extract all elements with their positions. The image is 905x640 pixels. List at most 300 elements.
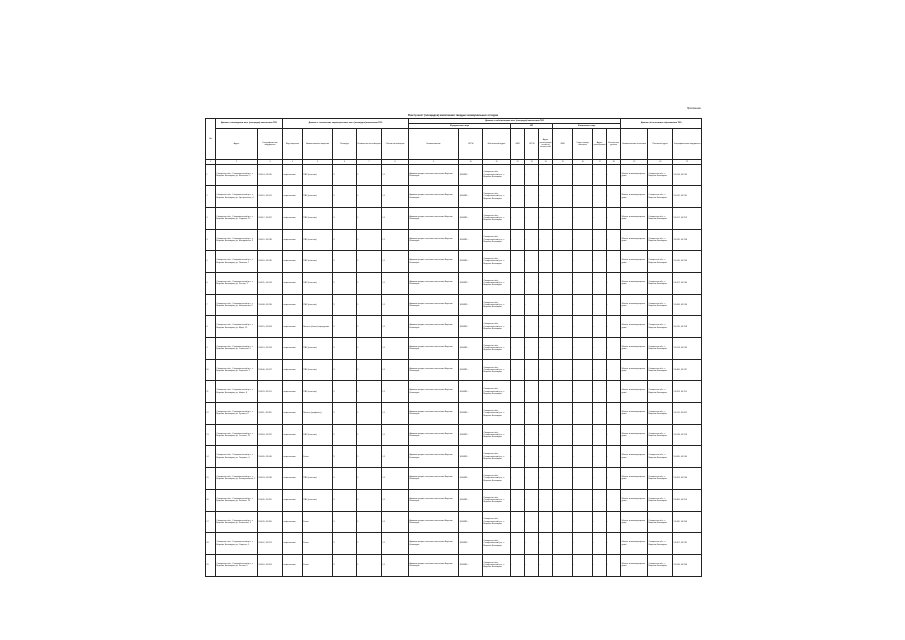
owner-ogrn-cell: 1056382... <box>459 381 483 403</box>
source-address-cell: Самарская обл., с. Верхние Белозерки <box>648 554 673 576</box>
area-cell: 3 <box>333 533 357 555</box>
owner-address-cell: Самарская обл., Ставропольский р-н, с. Верхние Белозерки <box>483 164 511 186</box>
surface-name-cell: ПВХ (пластик) <box>303 468 333 490</box>
column-header-row <box>206 129 702 160</box>
row-number-cell: 1 <box>206 164 216 186</box>
person-passport-cell: - <box>573 338 593 360</box>
surface-name-cell: ПВХ (пластик) <box>303 294 333 316</box>
table-row <box>206 294 702 316</box>
owner-name-cell: Администрация сельского поселения Верхние Белозерки <box>409 533 459 555</box>
coordinates-cell: 53.423, 49.251 <box>258 381 283 403</box>
person-passport-cell: - <box>573 446 593 468</box>
coordinates-cell: 53.415, 49.258 <box>258 316 283 338</box>
surface-type-cell: асфальтовое <box>283 359 303 381</box>
owner-name-cell: Администрация сельского поселения Верхние Белозерки <box>409 294 459 316</box>
address-cell: Самарская обл., Ставропольский р-н, с. Верхние Белозерки, ул. Советская, 5 <box>216 338 258 360</box>
column-number: 20 <box>648 160 673 165</box>
source-address-cell: Самарская обл., с. Верхние Белозерки <box>648 338 673 360</box>
container-volume-cell: 1,1 <box>382 446 409 468</box>
ip-address-cell: - <box>539 424 553 446</box>
surface-type-cell: асфальтовое <box>283 511 303 533</box>
ip-ogrn-cell: - <box>525 489 539 511</box>
surface-type-cell: асфальтовое <box>283 468 303 490</box>
area-cell: 3 <box>333 207 357 229</box>
container-volume-cell: 1,1 <box>382 533 409 555</box>
column-number: 12 <box>511 160 525 165</box>
column-number: 1 <box>206 160 216 165</box>
owner-address-cell: Самарская обл., Ставропольский р-н, с. Верхние Белозерки <box>483 316 511 338</box>
surface-name-cell: ПВХ (пластик) <box>303 424 333 446</box>
source-name-cell: Жилые многоквартирные дома <box>621 272 648 294</box>
source-coordinates-cell: 53.416, 49.264 <box>673 554 702 576</box>
owner-name-cell: Администрация сельского поселения Верхние Белозерки <box>409 316 459 338</box>
owner-address-cell: Самарская обл., Ставропольский р-н, с. Верхние Белозерки <box>483 338 511 360</box>
owner-name-cell: Администрация сельского поселения Верхние Белозерки <box>409 554 459 576</box>
group-header-location: Данные о нахождении мест (площадок) накопления ТКО <box>216 119 283 129</box>
container-volume-cell: 1,1 <box>382 468 409 490</box>
person-name-cell: - <box>553 164 573 186</box>
ip-address-cell: - <box>539 186 553 208</box>
coordinates-cell: 53.421, 49.244 <box>258 272 283 294</box>
col-header-17: Адрес регистрации <box>593 129 607 160</box>
row-number-cell: 13 <box>206 424 216 446</box>
owner-address-cell: Самарская обл., Ставропольский р-н, с. Верхние Белозерки <box>483 381 511 403</box>
address-cell: Самарская обл., Ставропольский р-н, с. Верхние Белозерки, ул. Кооперативная, 2 <box>216 468 258 490</box>
person-name-cell: - <box>553 446 573 468</box>
area-cell: 3 <box>333 359 357 381</box>
person-passport-cell: - <box>573 511 593 533</box>
surface-name-cell: ПВХ (пластик) <box>303 359 333 381</box>
person-name-cell: - <box>553 251 573 273</box>
person-address-cell: - <box>593 403 607 425</box>
coordinates-cell: 53.414, 49.245 <box>258 164 283 186</box>
col-header-18: Контактные данные <box>607 129 621 160</box>
container-count-cell: 1 <box>357 338 382 360</box>
source-coordinates-cell: 53.410, 49.249 <box>673 251 702 273</box>
owner-name-cell: Администрация сельского поселения Верхние Белозерки <box>409 359 459 381</box>
col-header-13: ОГРН <box>525 129 539 160</box>
person-address-cell: - <box>593 294 607 316</box>
col-header-5: Наименование покрытия <box>303 129 333 160</box>
table-row <box>206 316 702 338</box>
column-number: 17 <box>593 160 607 165</box>
ip-ogrn-cell: - <box>525 316 539 338</box>
coordinates-cell: 53.416, 49.264 <box>258 554 283 576</box>
row-number-cell: 16 <box>206 489 216 511</box>
person-name-cell: - <box>553 403 573 425</box>
source-coordinates-cell: 53.418, 49.229 <box>673 424 702 446</box>
source-name-cell: Жилые многоквартирные дома <box>621 511 648 533</box>
container-volume-cell: 1,1 <box>382 251 409 273</box>
surface-name-cell: ПВХ (пластик) <box>303 186 333 208</box>
ip-ogrn-cell: - <box>525 164 539 186</box>
ip-name-cell: - <box>511 229 525 251</box>
table-row <box>206 164 702 186</box>
owner-address-cell: Самарская обл., Ставропольский р-н, с. Верхние Белозерки <box>483 468 511 490</box>
owner-name-cell: Администрация сельского поселения Верхние Белозерки <box>409 251 459 273</box>
owner-name-cell: Администрация сельского поселения Верхние Белозерки <box>409 446 459 468</box>
ip-name-cell: - <box>511 207 525 229</box>
ip-address-cell: - <box>539 229 553 251</box>
container-volume-cell: 1,1 <box>382 229 409 251</box>
person-address-cell: - <box>593 186 607 208</box>
person-address-cell: - <box>593 316 607 338</box>
person-contacts-cell: - <box>607 381 621 403</box>
container-count-cell: 1 <box>357 164 382 186</box>
table-row <box>206 489 702 511</box>
container-count-cell: 1 <box>357 381 382 403</box>
owner-ogrn-cell: 1056382... <box>459 207 483 229</box>
owner-name-cell: Администрация сельского поселения Верхние Белозерки <box>409 381 459 403</box>
person-contacts-cell: - <box>607 468 621 490</box>
row-number-cell: 17 <box>206 511 216 533</box>
person-passport-cell: - <box>573 468 593 490</box>
container-count-cell: 1 <box>357 403 382 425</box>
ip-ogrn-cell: - <box>525 403 539 425</box>
column-number: 15 <box>553 160 573 165</box>
coordinates-cell: 53.412, 49.241 <box>258 186 283 208</box>
person-name-cell: - <box>553 381 573 403</box>
container-count-cell: 1 <box>357 446 382 468</box>
ip-ogrn-cell: - <box>525 468 539 490</box>
column-number: 7 <box>357 160 382 165</box>
owner-ogrn-cell: 1056382... <box>459 186 483 208</box>
column-number: 13 <box>525 160 539 165</box>
person-name-cell: - <box>553 338 573 360</box>
source-name-cell: Жилые многоквартирные дома <box>621 381 648 403</box>
container-volume-cell: 1,1 <box>382 207 409 229</box>
table-row <box>206 229 702 251</box>
person-passport-cell: - <box>573 164 593 186</box>
surface-name-cell: ПВХ (пластик) <box>303 207 333 229</box>
owner-address-cell: Самарская обл., Ставропольский р-н, с. Верхние Белозерки <box>483 446 511 468</box>
owner-ogrn-cell: 1056382... <box>459 359 483 381</box>
ip-ogrn-cell: - <box>525 229 539 251</box>
container-count-cell: 1 <box>357 489 382 511</box>
document-sheet <box>205 107 701 569</box>
person-contacts-cell: - <box>607 511 621 533</box>
column-number: 6 <box>333 160 357 165</box>
person-address-cell: - <box>593 511 607 533</box>
ip-address-cell: - <box>539 359 553 381</box>
area-cell: 3 <box>333 468 357 490</box>
column-number: 10 <box>459 160 483 165</box>
source-address-cell: Самарская обл., с. Верхние Белозерки <box>648 251 673 273</box>
row-number-cell: 7 <box>206 294 216 316</box>
surface-name-cell: Металл (профлист) <box>303 403 333 425</box>
ip-name-cell: - <box>511 511 525 533</box>
ip-address-cell: - <box>539 468 553 490</box>
row-number-cell: 2 <box>206 186 216 208</box>
column-number: 4 <box>283 160 303 165</box>
owner-name-cell: Администрация сельского поселения Верхние Белозерки <box>409 272 459 294</box>
coordinates-cell: 53.405, 49.240 <box>258 446 283 468</box>
source-name-cell: Жилые многоквартирные дома <box>621 424 648 446</box>
column-number: 21 <box>673 160 702 165</box>
owner-ogrn-cell: 1056382... <box>459 229 483 251</box>
source-coordinates-cell: 53.405, 49.240 <box>673 446 702 468</box>
area-cell: 3 <box>333 511 357 533</box>
source-coordinates-cell: 53.421, 49.244 <box>673 272 702 294</box>
coordinates-cell: 53.410, 49.249 <box>258 251 283 273</box>
owner-address-cell: Самарская обл., Ставропольский р-н, с. Верхние Белозерки <box>483 489 511 511</box>
ip-ogrn-cell: - <box>525 424 539 446</box>
table-row <box>206 186 702 208</box>
ip-name-cell: - <box>511 316 525 338</box>
source-coordinates-cell: 53.408, 49.236 <box>673 294 702 316</box>
person-passport-cell: - <box>573 294 593 316</box>
area-cell: 3 <box>333 251 357 273</box>
source-name-cell: Жилые многоквартирные дома <box>621 316 648 338</box>
area-cell: 3 <box>333 554 357 576</box>
ip-name-cell: - <box>511 468 525 490</box>
owner-address-cell: Самарская обл., Ставропольский р-н, с. Верхние Белозерки <box>483 229 511 251</box>
person-contacts-cell: - <box>607 316 621 338</box>
row-number-cell: 9 <box>206 338 216 360</box>
owner-address-cell: Самарская обл., Ставропольский р-н, с. Верхние Белозерки <box>483 186 511 208</box>
surface-type-cell: асфальтовое <box>283 446 303 468</box>
person-address-cell: - <box>593 446 607 468</box>
container-count-cell: 1 <box>357 316 382 338</box>
row-number-cell: 19 <box>206 554 216 576</box>
owner-ogrn-cell: 1056382... <box>459 294 483 316</box>
table-row <box>206 468 702 490</box>
person-contacts-cell: - <box>607 359 621 381</box>
column-number: 16 <box>573 160 593 165</box>
person-contacts-cell: - <box>607 229 621 251</box>
ip-name-cell: - <box>511 489 525 511</box>
address-cell: Самарская обл., Ставропольский р-н, с. Верхние Белозерки, ул. Молодежная, 3 <box>216 229 258 251</box>
person-contacts-cell: - <box>607 533 621 555</box>
address-cell: Самарская обл., Ставропольский р-н, с. Верхние Белозерки, ул. Речная, 5 <box>216 554 258 576</box>
person-address-cell: - <box>593 424 607 446</box>
source-name-cell: Жилые многоквартирные дома <box>621 294 648 316</box>
address-cell: Самарская обл., Ставропольский р-н, с. Верхние Белозерки, ул. Школьная, 1 <box>216 164 258 186</box>
owner-name-cell: Администрация сельского поселения Верхние Белозерки <box>409 164 459 186</box>
surface-name-cell: Бетон <box>303 533 333 555</box>
source-coordinates-cell: 53.409, 49.255 <box>673 489 702 511</box>
surface-type-cell: асфальтовое <box>283 229 303 251</box>
group-header-technical: Данные о технических характеристиках мест (площадок) накопления ТКО <box>283 119 409 129</box>
surface-name-cell: Бетон <box>303 554 333 576</box>
ip-ogrn-cell: - <box>525 554 539 576</box>
person-name-cell: - <box>553 424 573 446</box>
surface-type-cell: асфальтовое <box>283 164 303 186</box>
source-coordinates-cell: 53.407, 49.231 <box>673 533 702 555</box>
person-address-cell: - <box>593 164 607 186</box>
container-count-cell: 1 <box>357 272 382 294</box>
person-contacts-cell: - <box>607 403 621 425</box>
coordinates-cell: 53.411, 49.262 <box>258 403 283 425</box>
owner-name-cell: Администрация сельского поселения Верхние Белозерки <box>409 229 459 251</box>
source-address-cell: Самарская обл., с. Верхние Белозерки <box>648 294 673 316</box>
col-header-14: Адрес регистрации по месту жительства <box>539 129 553 160</box>
surface-type-cell: асфальтовое <box>283 554 303 576</box>
container-count-cell: 1 <box>357 511 382 533</box>
surface-name-cell: ПВХ (пластик) <box>303 489 333 511</box>
owner-ogrn-cell: 1056382... <box>459 446 483 468</box>
surface-type-cell: асфальтовое <box>283 272 303 294</box>
surface-type-cell: асфальтовое <box>283 251 303 273</box>
address-cell: Самарская обл., Ставропольский р-н, с. Верхние Белозерки, ул. Садовая, 12 <box>216 207 258 229</box>
container-count-cell: 1 <box>357 251 382 273</box>
ip-ogrn-cell: - <box>525 186 539 208</box>
person-address-cell: - <box>593 533 607 555</box>
coordinates-cell: 53.417, 49.252 <box>258 207 283 229</box>
container-count-cell: 1 <box>357 359 382 381</box>
source-name-cell: Жилые многоквартирные дома <box>621 446 648 468</box>
person-name-cell: - <box>553 554 573 576</box>
person-contacts-cell: - <box>607 446 621 468</box>
ip-address-cell: - <box>539 381 553 403</box>
surface-name-cell: ПВХ (пластик) <box>303 164 333 186</box>
col-header-4: Вид покрытия <box>283 129 303 160</box>
person-passport-cell: - <box>573 381 593 403</box>
row-number-cell: 8 <box>206 316 216 338</box>
person-passport-cell: - <box>573 533 593 555</box>
ip-address-cell: - <box>539 446 553 468</box>
address-cell: Самарская обл., Ставропольский р-н, с. Верхние Белозерки, ул. Степная, 11 <box>216 424 258 446</box>
row-number-cell: 11 <box>206 381 216 403</box>
owner-ogrn-cell: 1056382... <box>459 511 483 533</box>
ip-ogrn-cell: - <box>525 533 539 555</box>
address-cell: Самарская обл., Ставропольский р-н, с. Верхние Белозерки, ул. Луговая, 6 <box>216 403 258 425</box>
address-cell: Самарская обл., Ставропольский р-н, с. Верхние Белозерки, ул. Гагарина, 4 <box>216 446 258 468</box>
container-count-cell: 1 <box>357 468 382 490</box>
person-address-cell: - <box>593 359 607 381</box>
address-cell: Самарская обл., Ставропольский р-н, с. Верхние Белозерки, ул. Полевая, 7 <box>216 251 258 273</box>
owner-name-cell: Администрация сельского поселения Верхние Белозерки <box>409 186 459 208</box>
person-name-cell: - <box>553 272 573 294</box>
ip-name-cell: - <box>511 164 525 186</box>
container-volume-cell: 1,1 <box>382 489 409 511</box>
ip-address-cell: - <box>539 207 553 229</box>
person-passport-cell: - <box>573 207 593 229</box>
source-address-cell: Самарская обл., с. Верхние Белозерки <box>648 446 673 468</box>
owner-address-cell: Самарская обл., Ставропольский р-н, с. Верхние Белозерки <box>483 207 511 229</box>
surface-name-cell: Металл (бетон) ограждение <box>303 316 333 338</box>
container-count-cell: 1 <box>357 554 382 576</box>
container-volume-cell: 1,1 <box>382 403 409 425</box>
source-address-cell: Самарская обл., с. Верхние Белозерки <box>648 511 673 533</box>
person-name-cell: - <box>553 489 573 511</box>
row-number-cell: 10 <box>206 359 216 381</box>
appendix-note: Приложение <box>686 107 701 110</box>
container-volume-cell: 1,1 <box>382 294 409 316</box>
ip-address-cell: - <box>539 272 553 294</box>
table-row <box>206 207 702 229</box>
area-cell: 3 <box>333 186 357 208</box>
address-cell: Самарская обл., Ставропольский р-н, с. Верхние Белозерки, ул. Озерная, 1 <box>216 533 258 555</box>
source-name-cell: Жилые многоквартирные дома <box>621 403 648 425</box>
ip-address-cell: - <box>539 489 553 511</box>
person-passport-cell: - <box>573 554 593 576</box>
owner-name-cell: Администрация сельского поселения Верхние Белозерки <box>409 468 459 490</box>
person-name-cell: - <box>553 186 573 208</box>
column-number: 5 <box>303 160 333 165</box>
ip-ogrn-cell: - <box>525 338 539 360</box>
area-cell: 3 <box>333 272 357 294</box>
column-number: 14 <box>539 160 553 165</box>
row-number-cell: 15 <box>206 468 216 490</box>
person-passport-cell: - <box>573 489 593 511</box>
subgroup-legal: Юридические лица <box>409 124 511 129</box>
owner-ogrn-cell: 1056382... <box>459 164 483 186</box>
col-header-15: ФИО <box>553 129 573 160</box>
ip-name-cell: - <box>511 554 525 576</box>
source-name-cell: Жилые многоквартирные дома <box>621 251 648 273</box>
person-name-cell: - <box>553 229 573 251</box>
person-address-cell: - <box>593 489 607 511</box>
container-count-cell: 1 <box>357 207 382 229</box>
column-number: 18 <box>607 160 621 165</box>
table-row <box>206 511 702 533</box>
source-name-cell: Жилые многоквартирные дома <box>621 468 648 490</box>
ip-address-cell: - <box>539 316 553 338</box>
registry-table <box>205 118 702 577</box>
owner-address-cell: Самарская обл., Ставропольский р-н, с. Верхние Белозерки <box>483 403 511 425</box>
owner-address-cell: Самарская обл., Ставропольский р-н, с. Верхние Белозерки <box>483 251 511 273</box>
col-header-21: Географические координаты <box>673 129 702 160</box>
owner-address-cell: Самарская обл., Ставропольский р-н, с. Верхние Белозерки <box>483 359 511 381</box>
person-address-cell: - <box>593 381 607 403</box>
container-volume-cell: 1,1 <box>382 316 409 338</box>
column-number: 11 <box>483 160 511 165</box>
source-address-cell: Самарская обл., с. Верхние Белозерки <box>648 272 673 294</box>
address-cell: Самарская обл., Ставропольский р-н, с. Верхние Белозерки, ул. Новая, 8 <box>216 381 258 403</box>
surface-type-cell: асфальтовое <box>283 294 303 316</box>
person-address-cell: - <box>593 207 607 229</box>
source-address-cell: Самарская обл., с. Верхние Белозерки <box>648 381 673 403</box>
surface-type-cell: асфальтовое <box>283 338 303 360</box>
owner-address-cell: Самарская обл., Ставропольский р-н, с. Верхние Белозерки <box>483 294 511 316</box>
owner-ogrn-cell: 1056382... <box>459 533 483 555</box>
table-row <box>206 251 702 273</box>
person-contacts-cell: - <box>607 424 621 446</box>
col-header-1: № <box>206 119 216 160</box>
area-cell: 3 <box>333 316 357 338</box>
ip-name-cell: - <box>511 272 525 294</box>
row-number-cell: 4 <box>206 229 216 251</box>
owner-ogrn-cell: 1056382... <box>459 316 483 338</box>
col-header-16: Серия номер паспорта <box>573 129 593 160</box>
source-name-cell: Жилые многоквартирные дома <box>621 207 648 229</box>
person-contacts-cell: - <box>607 186 621 208</box>
owner-name-cell: Администрация сельского поселения Верхние Белозерки <box>409 511 459 533</box>
person-address-cell: - <box>593 272 607 294</box>
col-header-11: Фактический адрес <box>483 129 511 160</box>
person-passport-cell: - <box>573 359 593 381</box>
owner-address-cell: Самарская обл., Ставропольский р-н, с. Верхние Белозерки <box>483 511 511 533</box>
group-header-sources: Данные об источниках образования ТКО <box>621 119 702 129</box>
container-volume-cell: 1,1 <box>382 554 409 576</box>
container-volume-cell: 1,1 <box>382 186 409 208</box>
surface-type-cell: асфальтовое <box>283 207 303 229</box>
source-address-cell: Самарская обл., с. Верхние Белозерки <box>648 164 673 186</box>
surface-type-cell: асфальтовое <box>283 489 303 511</box>
ip-address-cell: - <box>539 294 553 316</box>
surface-type-cell: асфальтовое <box>283 424 303 446</box>
person-name-cell: - <box>553 294 573 316</box>
source-address-cell: Самарская обл., с. Верхние Белозерки <box>648 229 673 251</box>
container-volume-cell: 1,1 <box>382 359 409 381</box>
table-row <box>206 272 702 294</box>
person-contacts-cell: - <box>607 207 621 229</box>
col-header-19: Наименование источника <box>621 129 648 160</box>
col-header-2: Адрес <box>216 129 258 160</box>
person-name-cell: - <box>553 533 573 555</box>
surface-name-cell: ПВХ (пластик) <box>303 229 333 251</box>
